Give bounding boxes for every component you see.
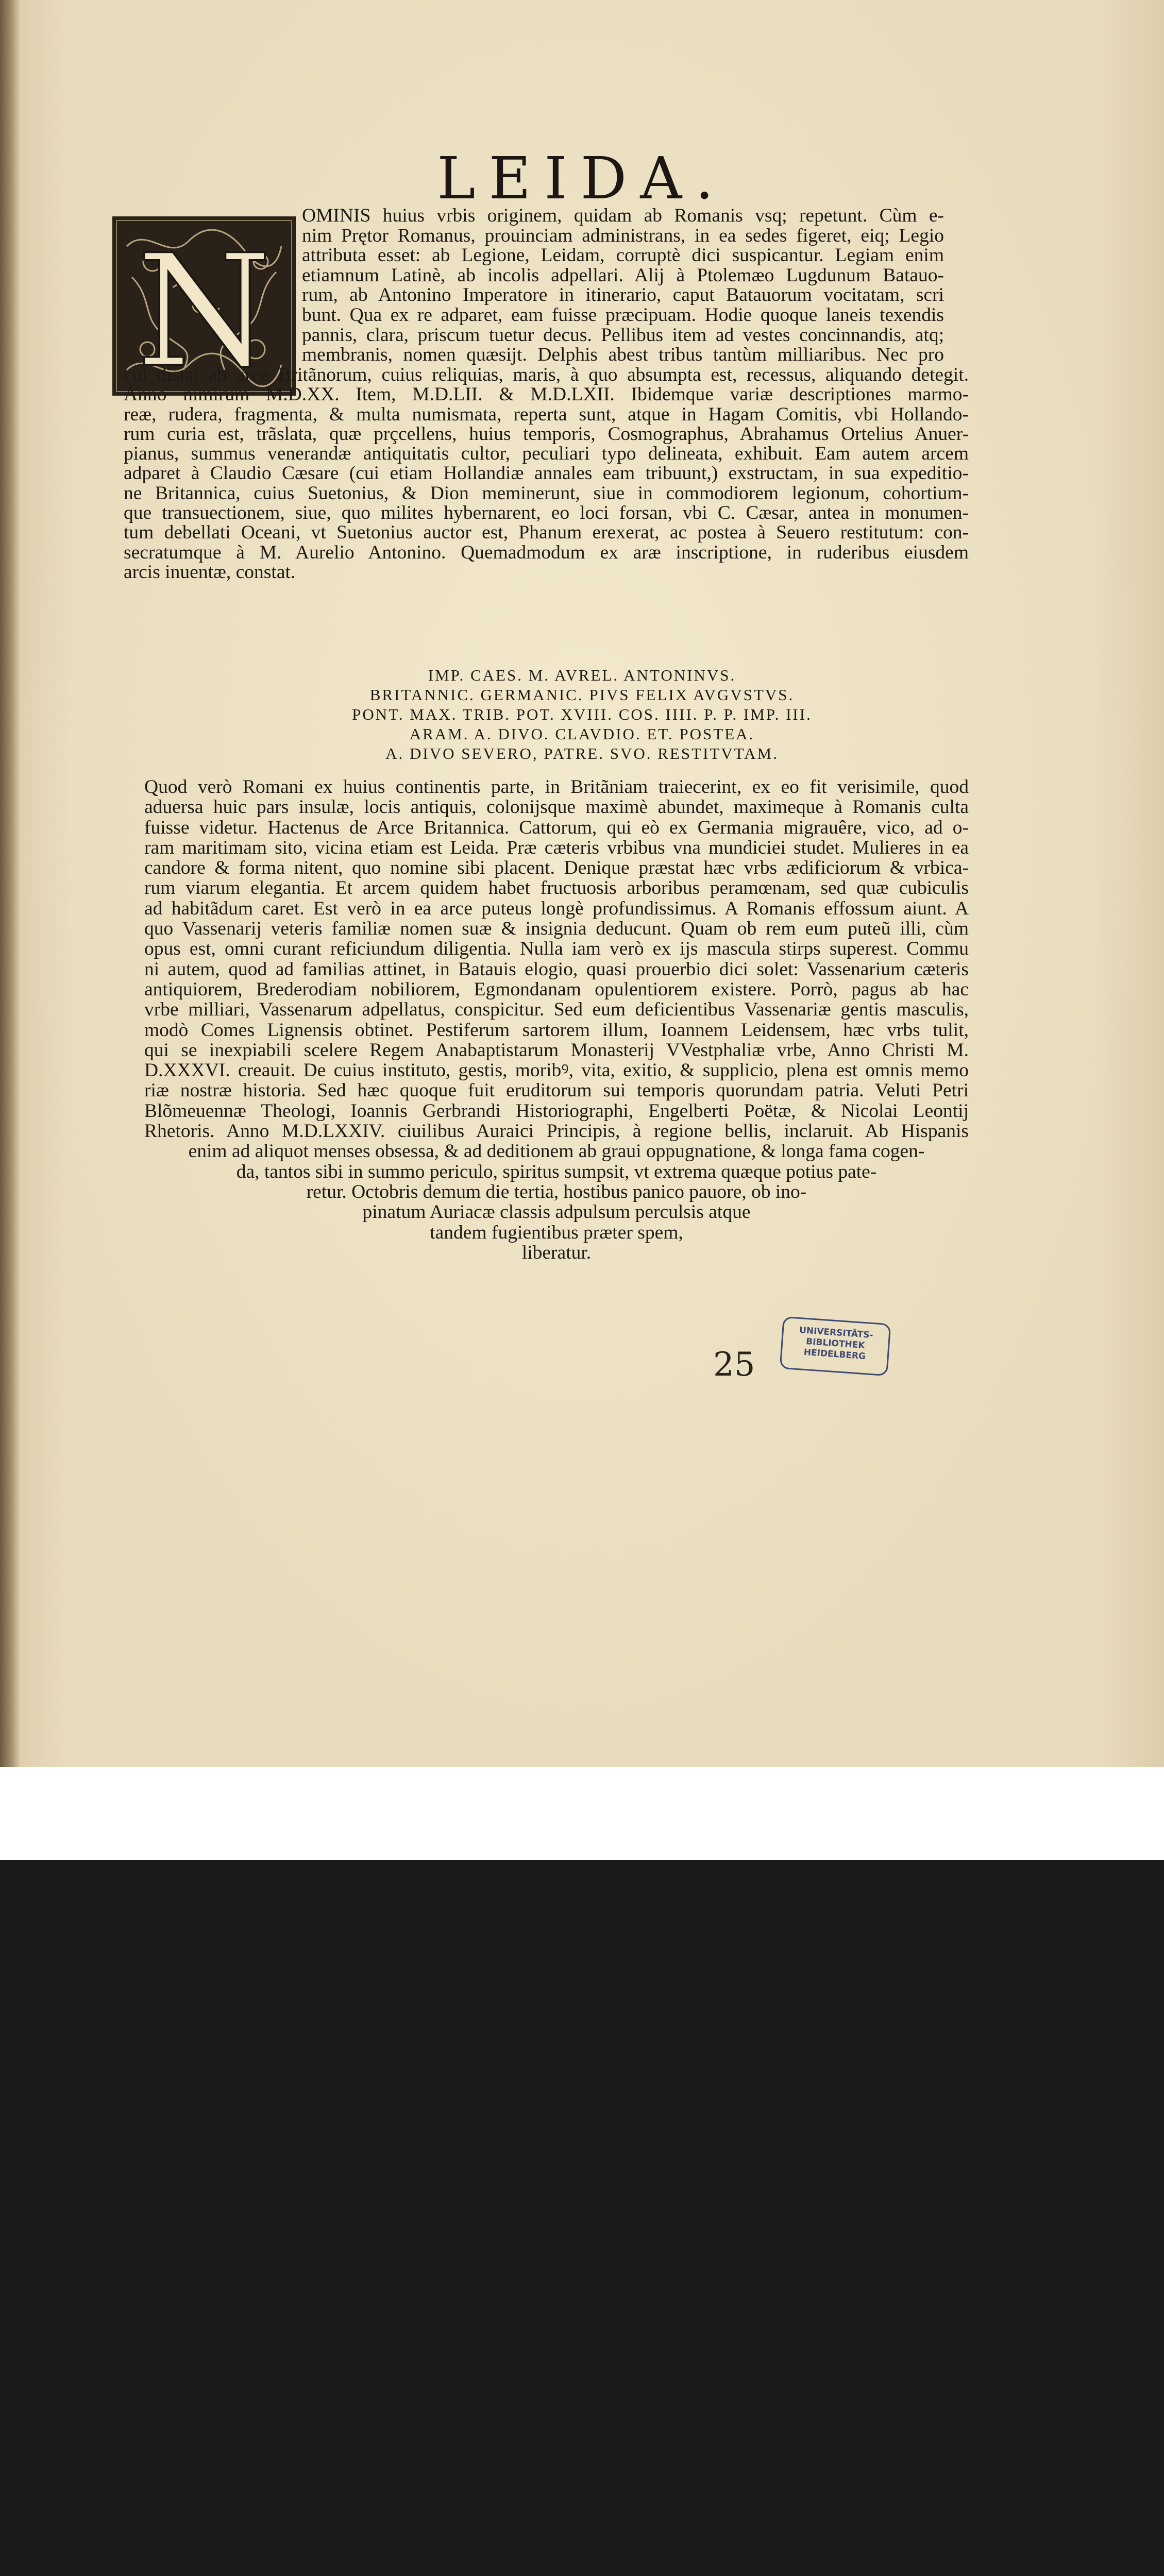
text-line: rum, ab Antonino Imperatore in itinerario, caput Batauorum vocitatam, scri bbox=[302, 285, 944, 306]
text-line: ram maritimam sito, vicina etiam est Leida. Præ cæteris vrbibus vna mundiciei studet. Mulieres in ea bbox=[144, 837, 969, 858]
text-line: pannis, clara, priscum tuetur decus. Pellibus item ad vestes concinnandis, atq; bbox=[302, 325, 944, 346]
text-line: aduersa huic pars insulæ, locis antiquis, colonijsque maximè abundet, maximeque à Romanis culta bbox=[144, 797, 969, 818]
text-line: quo Vassenarij veteris familiæ nomen suæ & insignia deducunt. Quam ob rem eum puteũ illi, cùm bbox=[144, 919, 969, 939]
text-line: pinatum Auriacæ classis adpulsum perculsis atque bbox=[362, 1202, 751, 1223]
text-line: bunt. Qua ex re adparet, eam fuisse præcipuam. Hodie quoque laneis texendis bbox=[302, 305, 944, 326]
page-title: LEIDA. bbox=[437, 145, 727, 212]
text-line: ni autem, quod ad familias attinet, in Batauis elogio, quasi prouerbio dici solet: Vassenarium cæteris bbox=[144, 959, 969, 979]
text-line: da, tantos sibi in summo periculo, spiritus sumpsit, vt extrema quæque potius pate- bbox=[236, 1161, 877, 1182]
text-line: qui se inexpiabili scelere Regem Anabaptistarum Monasterij VVestphaliæ vrbe, Anno Christi M. bbox=[144, 1040, 969, 1061]
text-line: tum debellati Oceani, vt Suetonius auctor est, Phanum erexerat, ac postea à Seuero restitutum: con- bbox=[124, 523, 969, 543]
text-line: adparet à Claudio Cæsare (cui etiam Hollandiæ annales eam tribuunt,) exstructam, in sua expeditio- bbox=[124, 464, 969, 484]
inscription-block bbox=[0, 666, 1164, 764]
stamp-line: UNIVERSITÄTS- bbox=[799, 1325, 874, 1341]
text-line: membranis, nomen quæsijt. Delphis abest tribus tantùm milliaribus. Nec pro bbox=[302, 345, 944, 365]
text-line: D.XXXVI. creauit. De cuius instituto, gestis, moribꝰ, vita, exitio, & supplicio, plena est omnis memo bbox=[144, 1060, 969, 1081]
stamp-line: HEIDELBERG bbox=[803, 1347, 866, 1362]
text-line: arcis inuentæ, constat. bbox=[124, 562, 296, 583]
text-line: rum curia est, trãslata, quæ prçcellens, huius temporis, Cosmographus, Abrahamus Ortelius Anuer- bbox=[124, 424, 969, 445]
viewer-footer bbox=[0, 1767, 1164, 1860]
inscription-line: IMP. CAES. M. AVREL. ANTONINVS. bbox=[428, 666, 736, 684]
text-line: cul distat ab arce Britãnorum, cuius reliquias, maris, à quo absumpta est, recessus, aliquando detegit. bbox=[124, 365, 969, 385]
text-line: antiquiorem, Brederodiam nobiliorem, Egmondanam opulentiorem existere. Porrò, pagus ab hac bbox=[144, 979, 969, 1000]
text-line: ne Britannica, cuius Suetonius, & Dion meminerunt, siue in commodiorem legionum, cohortium- bbox=[124, 483, 969, 504]
lead-paragraph bbox=[302, 206, 944, 365]
inscription-line: BRITANNIC. GERMANIC. PIVS FELIX AVGVSTVS. bbox=[369, 686, 795, 704]
text-line: tandem fugientibus præter spem, bbox=[430, 1222, 683, 1243]
text-line: vrbe milliari, Vassenarum adpellatus, conspicitur. Sed eum deficientibus Vassenariæ gentis masculis, bbox=[144, 999, 969, 1020]
body-paragraph-2 bbox=[144, 777, 969, 1263]
text-line: ad habitãdum caret. Est verò in ea arce puteus longè profundissimus. A Romanis effossum aiunt. A bbox=[144, 898, 969, 919]
text-line: liberatur. bbox=[521, 1242, 592, 1263]
page-number: 25 bbox=[713, 1346, 755, 1384]
text-line: candore & forma nitent, quo nomine sibi placent. Denique præstat hæc vrbs ædificiorum & vrbica- bbox=[144, 858, 969, 878]
text-line: fuisse videtur. Hactenus de Arce Britannica. Cattorum, qui eò ex Germania migrauêre, vico, ad o- bbox=[144, 817, 969, 838]
text-line: Blõmeuennæ Theologi, Ioannis Gerbrandi Historiographi, Engelberti Poëtæ, & Nicolai Leontij bbox=[144, 1100, 969, 1122]
text-line: pianus, summus venerandæ antiquitatis cultor, peculiari typo delineata, exhibuit. Eam autem arcem bbox=[124, 444, 969, 464]
text-line: nim Prętor Romanus, prouinciam administrans, in ea sedes figeret, eiq; Legio bbox=[302, 226, 944, 246]
text-line: attributa esset: ab Legione, Leidam, corruptè dici suspicantur. Legiam enim bbox=[302, 246, 944, 266]
text-line: OMINIS huius vrbis originem, quidam ab Romanis vsq; repetunt. Cùm e- bbox=[302, 206, 944, 226]
text-line: modò Comes Lignensis obtinet. Pestiferum sartorem illum, Ioannem Leidensem, hæc vrbs tulit, bbox=[144, 1020, 969, 1040]
text-line: que transuectionem, siue, quo milites hybernarent, eo loci forsan, vbi C. Cæsar, antea in monumen- bbox=[124, 503, 969, 523]
text-line: riæ nostræ historia. Sed hæc quoque fuit eruditorum sui temporis quorundam patria. Veluti Petri bbox=[144, 1080, 969, 1101]
inscription-line: ARAM. A. DIVO. CLAVDIO. ET. POSTEA. bbox=[409, 725, 755, 743]
drop-cap-letter: N bbox=[136, 222, 272, 397]
inscription-line: A. DIVO SEVERO, PATRE. SVO. RESTITVTAM. bbox=[385, 744, 779, 762]
text-line: Quod verò Romani ex huius continentis parte, in Britãniam traiecerint, ex eo fit verisimile, quod bbox=[144, 777, 969, 798]
text-line: retur. Octobris demum die tertia, hostibus panico pauore, ob ino- bbox=[306, 1181, 807, 1202]
text-line: Rhetoris. Anno M.D.LXXIV. ciuilibus Auraici Principis, à regione bellis, inclaruit. Ab Hispanis bbox=[144, 1121, 969, 1142]
text-line: enim ad aliquot menses obsessa, & ad deditionem ab graui oppugnatione, & longa fama cogen- bbox=[188, 1141, 925, 1162]
text-line: secratumque à M. Aurelio Antonino. Quemadmodum ex aræ inscriptione, in ruderibus eiusdem bbox=[124, 543, 969, 563]
text-line: etiamnum Latinè, ab incolis adpellari. Alij à Ptolemæo Lugdunum Batauo- bbox=[302, 265, 944, 286]
text-line: opus est, omni curant reficiundum diligentia. Nulla iam verò ex ijs mascula stirps superest. Commu bbox=[144, 939, 969, 959]
library-stamp bbox=[780, 1316, 891, 1376]
book-gutter bbox=[0, 0, 20, 1767]
text-line: reæ, rudera, fragmenta, & multa numismata, reperta sunt, atque in Hagam Comitis, vbi Hollando- bbox=[124, 404, 969, 425]
text-line: Anno nimirum M.D.XX. Item, M.D.LII. & M.D.LXII. Ibidemque variæ descriptiones marmo- bbox=[124, 385, 969, 405]
stamp-line: BIBLIOTHEK bbox=[805, 1336, 866, 1351]
text-line: rum viarum elegantia. Et arcem quidem habet fructuosis arboribus peramœnam, sed quæ cubiculis bbox=[144, 878, 969, 899]
inscription-line: PONT. MAX. TRIB. POT. XVIII. COS. IIII. P. P. IMP. III. bbox=[352, 705, 812, 723]
body-paragraph-1 bbox=[124, 365, 969, 582]
